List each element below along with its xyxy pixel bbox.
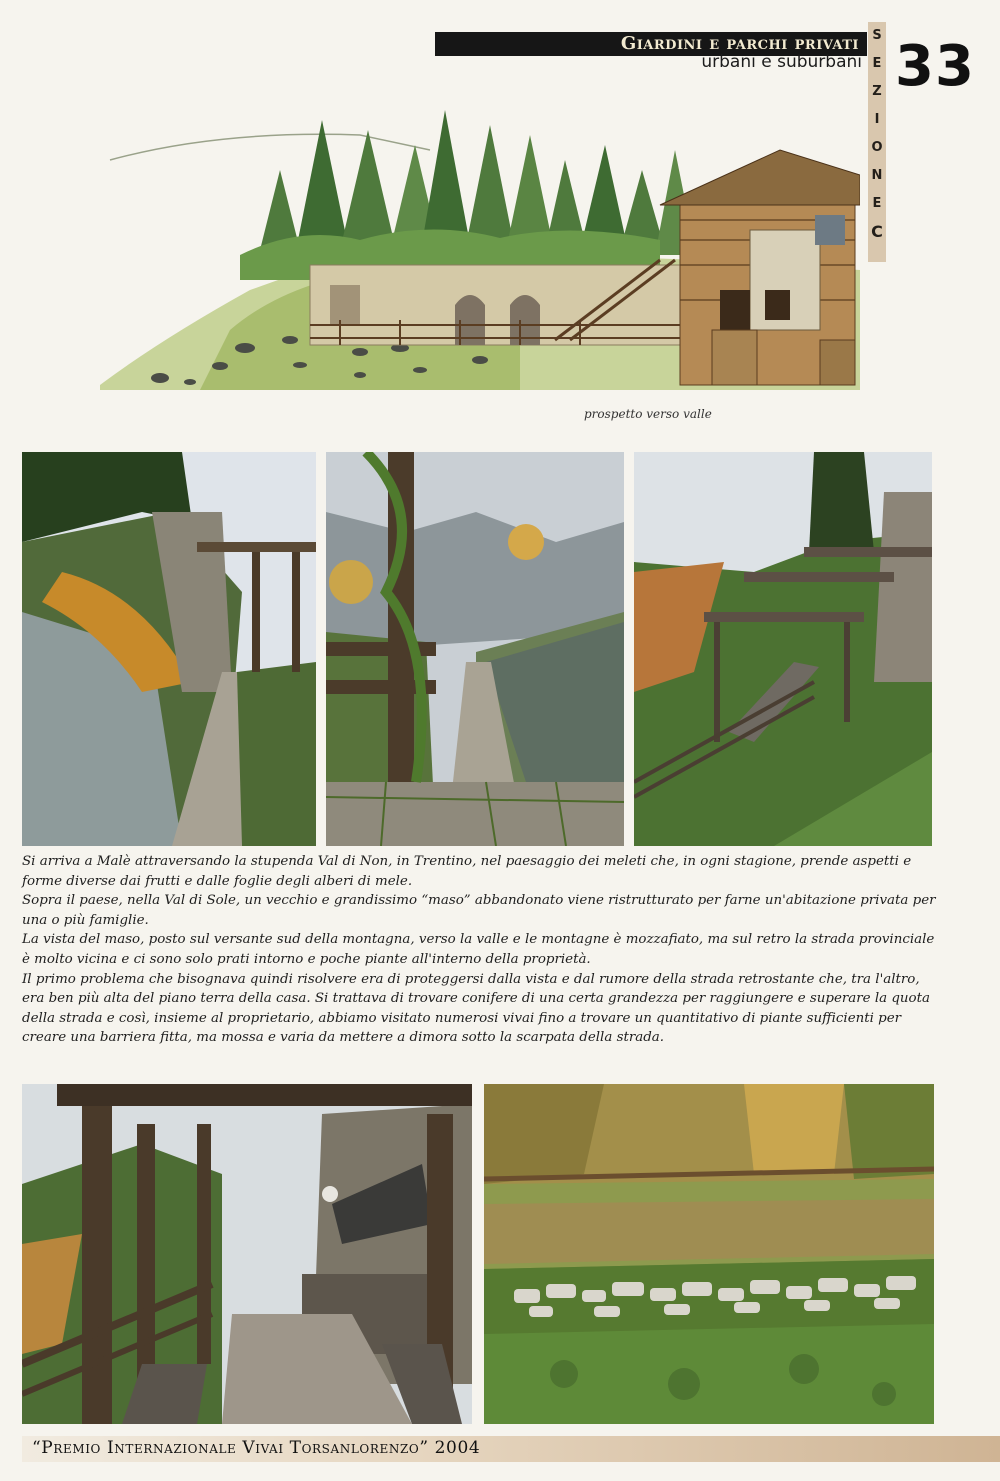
article-paragraph: La vista del maso, posto sul versante sud della montagna, verso la valle e le montagne è mozzafiato, ma sul retro la strada provinciale è molto vicina e ci sono solo prati intorno e poche piante all'interno della proprietà.	[22, 932, 935, 967]
drawing-caption: prospetto verso valle	[584, 407, 712, 421]
section-letter: Z	[872, 84, 882, 99]
photo-pergola-path-image	[326, 452, 624, 846]
section-label-bar	[868, 22, 886, 262]
section-title: Giardini e parchi privati	[620, 33, 859, 54]
photo-meadow-stone-path-image	[484, 1084, 934, 1424]
section-subtitle: urbani e suburbani	[701, 52, 862, 72]
footer-award-title: “Premio Internazionale Vivai Torsanlorenzo” 2004	[32, 1438, 481, 1458]
article-paragraph: Sopra il paese, nella Val di Sole, un vecchio e grandissimo “maso” abbandonato viene ristrutturato per farne un'abitazione privata per una o più famiglie.	[22, 893, 936, 928]
section-letter: O	[871, 140, 883, 155]
photo-covered-terrace	[22, 1084, 472, 1424]
photo-meadow-stone-path	[484, 1084, 934, 1424]
section-letter: S	[872, 28, 882, 43]
footer-bar	[22, 1436, 1000, 1462]
photo-garden-path-image	[22, 452, 316, 846]
section-letter: N	[871, 168, 883, 183]
section-letter: I	[874, 112, 880, 127]
photo-terrace-tables	[634, 452, 932, 846]
photo-covered-terrace-image	[22, 1084, 472, 1424]
elevation-drawing	[100, 90, 860, 400]
article-paragraph: Si arriva a Malè attraversando la stupenda Val di Non, in Trentino, nel paesaggio dei meleti che, in ogni stagione, prende aspetti e forme diverse dai frutti e dalle foglie degli alberi di mele.	[22, 854, 912, 889]
photo-pergola-path	[326, 452, 624, 846]
elevation-drawing-illustration	[100, 90, 860, 400]
article-body	[22, 852, 937, 1048]
photo-garden-path	[22, 452, 316, 846]
photo-terrace-tables-image	[634, 452, 932, 846]
article-paragraph: Il primo problema che bisognava quindi risolvere era di proteggersi dalla vista e dal rumore della strada retrostante che, tra l'altro, era ben più alta del piano terra della casa. Si trattava di trovare conifere di una certa grandezza per raggiungere e superare la quota della strada e così, insieme al proprietario, abbiamo visitato numerosi vivai fino a trovare un quantitativo di piante sufficienti per creare una barriera fitta, ma mossa e varia da mettere a dimora sotto la scarpata della strada.	[22, 971, 930, 1046]
section-letter: E	[872, 56, 882, 71]
section-letter: E	[872, 196, 882, 211]
section-letter: C	[871, 222, 883, 241]
page-number: 33	[895, 34, 975, 99]
